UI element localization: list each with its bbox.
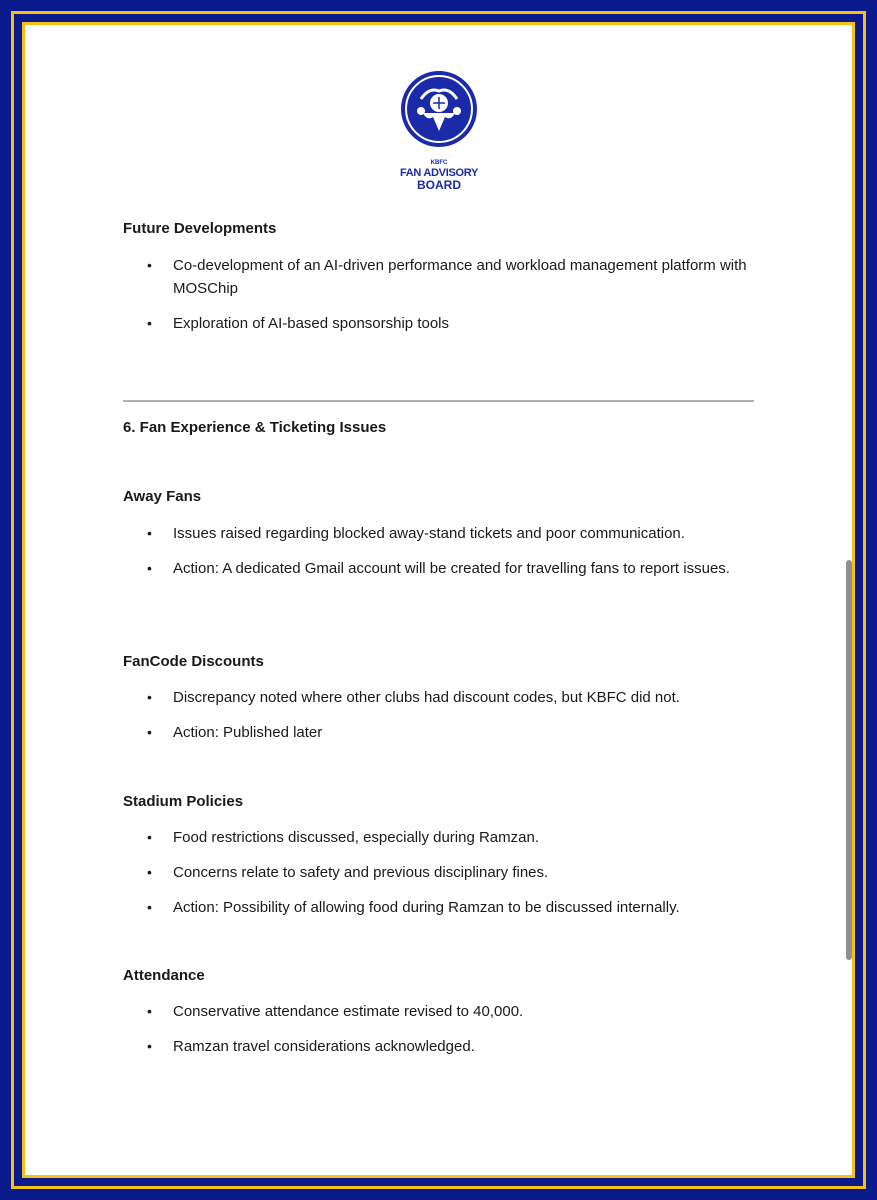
future-developments-list: [123, 254, 763, 347]
attendance-list: [123, 1000, 763, 1070]
kbfc-crest-icon: [399, 69, 479, 149]
stadium-policies-heading: Stadium Policies: [123, 793, 244, 810]
away-fans-list: [123, 522, 763, 592]
logo-title-line1: FAN ADVISORY: [399, 167, 479, 179]
list-item: • Ramzan travel considerations acknowledged.: [123, 1035, 763, 1058]
stadium-policies-list: [123, 826, 763, 931]
fancode-discounts-list: [123, 686, 763, 756]
list-item: • Action: Published later: [123, 721, 763, 744]
list-item: • Issues raised regarding blocked away-stand tickets and poor communication.: [123, 522, 763, 545]
list-item: • Food restrictions discussed, especially during Ramzan.: [123, 826, 763, 849]
list-item: • Exploration of AI-based sponsorship tools: [123, 312, 763, 335]
list-item: • Action: A dedicated Gmail account will be created for travelling fans to report issues.: [123, 557, 763, 580]
logo-kbfc-text: KBFC: [430, 160, 448, 166]
section-divider: [123, 400, 754, 402]
logo-title-line2: BOARD: [417, 178, 461, 192]
fan-experience-heading: 6. Fan Experience & Ticketing Issues: [123, 419, 387, 436]
list-item: • Action: Possibility of allowing food during Ramzan to be discussed internally.: [123, 896, 763, 919]
attendance-heading: Attendance: [123, 967, 205, 984]
future-developments-heading: Future Developments: [123, 220, 277, 237]
list-item: • Concerns relate to safety and previous disciplinary fines.: [123, 861, 763, 884]
fancode-discounts-heading: FanCode Discounts: [123, 653, 264, 670]
fan-advisory-board-logo: [399, 69, 479, 191]
list-item: • Discrepancy noted where other clubs had discount codes, but KBFC did not.: [123, 686, 763, 709]
vertical-scrollbar[interactable]: [846, 560, 852, 960]
document-page: [25, 25, 852, 1175]
list-item: • Conservative attendance estimate revised to 40,000.: [123, 1000, 763, 1023]
list-item: • Co-development of an AI-driven performance and workload management platform with MOSChip: [123, 254, 763, 300]
away-fans-heading: Away Fans: [123, 488, 202, 505]
